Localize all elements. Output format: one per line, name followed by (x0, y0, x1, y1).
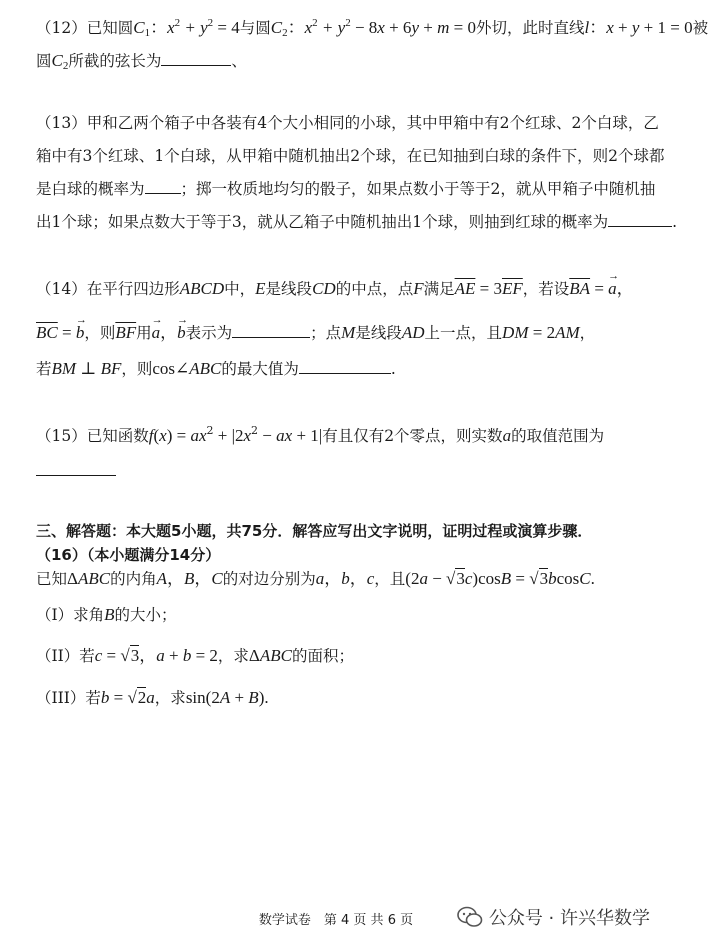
page-footer: 数学试卷 第 4 页 共 6 页 (258, 913, 414, 928)
answer-blank[interactable] (161, 51, 231, 66)
q13-line-1: （13）甲和乙两个箱子中各装有4个大小相同的小球，其中甲箱中有2个红球、2个白球，乙 (36, 114, 659, 132)
q16-part-2: （II）若c = √3，a + b = 2，求ΔABC的面积； (36, 646, 354, 665)
q12-line-1: （12）已知圆$C_1$：$x^2 + y^2 = 4$与圆$C_2$：$x^2 + y^2 - 8x + 6y + m = 0$外切，此时直线l：x + y + 1 = 0被 (36, 17, 708, 39)
q16-part-1: （I）求角B的大小； (36, 605, 177, 624)
q12-line-2: 圆$C_2$所截的弦长为 、 (36, 51, 247, 72)
q13-line-2: 箱中有3个红球、1个白球，从甲箱中随机抽出2个球，在已知抽到白球的条件下，则2个球都 (36, 147, 665, 165)
q14-line-1: （14）在平行四边形ABCD中，E是线段CD的中点，点F满足$\overline{AE} = 3\overline{EF}$，若设$\overline{BA}$ = → a， (36, 278, 642, 300)
answer-blank[interactable] (232, 323, 310, 338)
answer-blank[interactable] (145, 179, 181, 194)
answer-blank[interactable] (299, 359, 391, 374)
q16-heading: （16）（本小题满分14分） (36, 546, 221, 564)
q14-line-2: $\overline{BC}$ = → b，则$\overline{BF}$用→ a，→ b表示为 ；点M是线段AD上一点，且DM = 2AM， (36, 322, 642, 344)
watermark: 公众号 · 许兴华数学 (457, 904, 650, 930)
wechat-icon (457, 906, 483, 928)
q14-line-3: 若BM ⊥ BF，则cos∠ABC的最大值为 . (36, 359, 396, 378)
q16-stem: 已知ΔABC的内角A，B，C的对边分别为a，b，c，且(2a − √3c)cosB = √3bcosC. (36, 569, 595, 588)
answer-blank[interactable] (36, 461, 116, 476)
q13-line-3: 是白球的概率为 ；掷一枚质地均匀的骰子，如果点数小于等于2，就从甲箱子中随机抽 (36, 180, 656, 198)
q16-part-3: （III）若b = √2a，求sin(2A + B). (36, 688, 269, 707)
q15-line-2 (36, 460, 642, 482)
q13-line-4: 出1个球；如果点数大于等于3，就从乙箱子中随机抽出1个球，则抽到红球的概率为 . (36, 213, 678, 231)
section-heading: 三、解答题：本大题5小题，共75分．解答应写出文字说明，证明过程或演算步骤． (36, 522, 593, 540)
q15-line-1: （15）已知函数$f(x) = ax^2 + |2x^2$ − ax + 1|有且仅有2个零点，则实数a的取值范围为 (36, 424, 605, 445)
answer-blank[interactable] (608, 212, 672, 227)
